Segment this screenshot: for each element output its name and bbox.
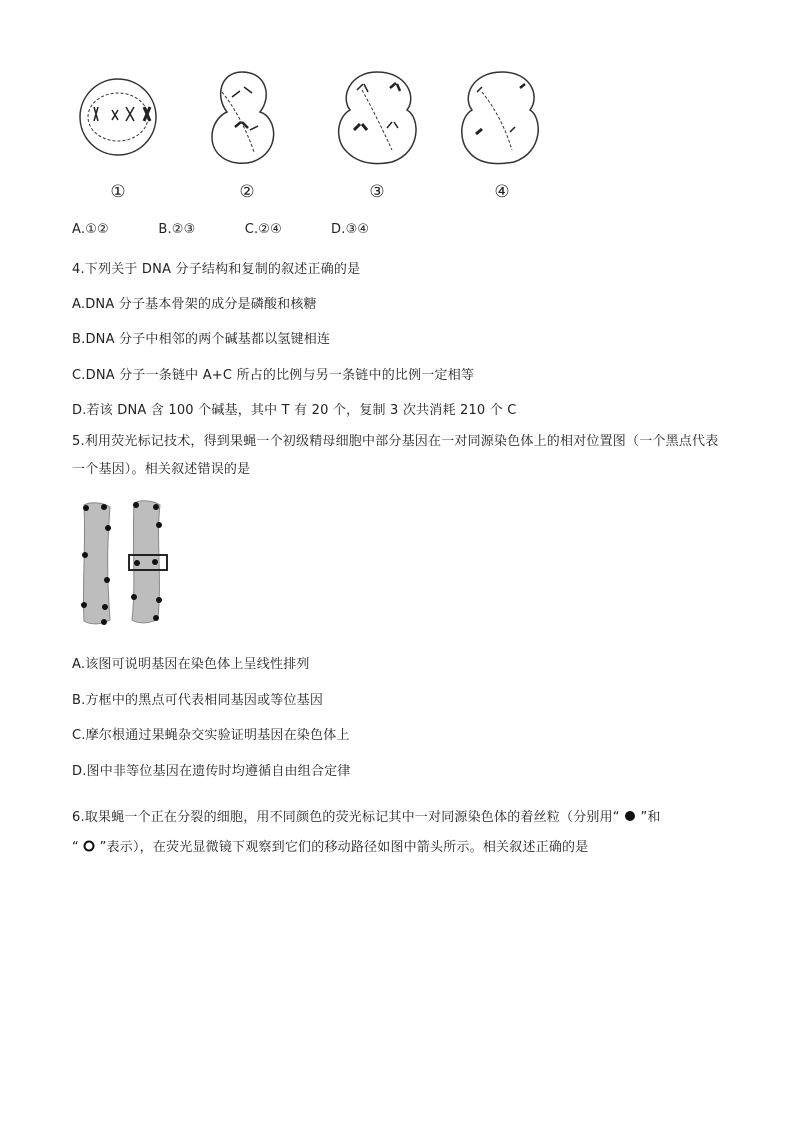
cell-division-figure <box>72 62 552 207</box>
cell-label-4: ④ <box>494 182 510 202</box>
q3-option-b: B.②③ <box>158 222 196 237</box>
q6-stem-line1 <box>72 806 661 825</box>
q4-option-a: A.DNA 分子基本骨架的成分是磷酸和核糖 <box>72 297 317 312</box>
q5-option-b: B.方框中的黑点可代表相同基因或等位基因 <box>72 693 324 708</box>
q4-stem: 4.下列关于 DNA 分子结构和复制的叙述正确的是 <box>72 262 361 277</box>
q6-stem-part4: ”表示），在荧光显微镜下观察到它们的移动路径如图中箭头所示。相关叙述正确的是 <box>99 840 589 855</box>
q4-option-c: C.DNA 分子一条链中 A+C 所占的比例与另一条链中的比例一定相等 <box>72 368 475 383</box>
cell-3 <box>339 72 416 164</box>
q3-option-c: C.②④ <box>244 222 283 237</box>
q6-stem-part2: ”和 <box>640 810 661 825</box>
homologous-chromosomes-figure <box>72 495 182 630</box>
q5-option-a: A.该图可说明基因在染色体上呈线性排列 <box>72 657 310 672</box>
cell-label-3: ③ <box>369 182 385 202</box>
q5-option-c: C.摩尔根通过果蝇杂交实验证明基因在染色体上 <box>72 728 350 743</box>
cell-4 <box>462 72 538 164</box>
cell-label-2: ② <box>239 182 255 202</box>
q5-option-d: D.图中非等位基因在遗传时均遵循自由组合定律 <box>72 764 351 779</box>
q6-stem-part1: 6.取果蝇一个正在分裂的细胞，用不同颜色的荧光标记其中一对同源染色体的着丝粒（分别用“ <box>72 810 620 825</box>
cell-label-1: ① <box>110 182 126 202</box>
q4-option-b: B.DNA 分子中相邻的两个碱基都以氢键相连 <box>72 332 331 347</box>
q3-option-a: A.①② <box>72 222 109 237</box>
q3-option-d: D.③④ <box>331 222 370 237</box>
q5-stem: 5.利用荧光标记技术，得到果蝇一个初级精母细胞中部分基因在一对同源染色体上的相对位置图（一个黑点代表一个基因）。相关叙述错误的是 <box>72 434 719 477</box>
q4-option-d: D.若该 DNA 含 100 个碱基，其中 T 有 20 个，复制 3 次共消耗 210 个 C <box>72 403 517 418</box>
q6-stem-line2 <box>72 836 588 855</box>
q6-stem-part3: “ <box>72 840 79 855</box>
hollow-circle-icon <box>83 840 95 852</box>
q3-options <box>72 222 369 237</box>
cell-2 <box>212 72 274 163</box>
filled-circle-icon <box>624 810 636 822</box>
